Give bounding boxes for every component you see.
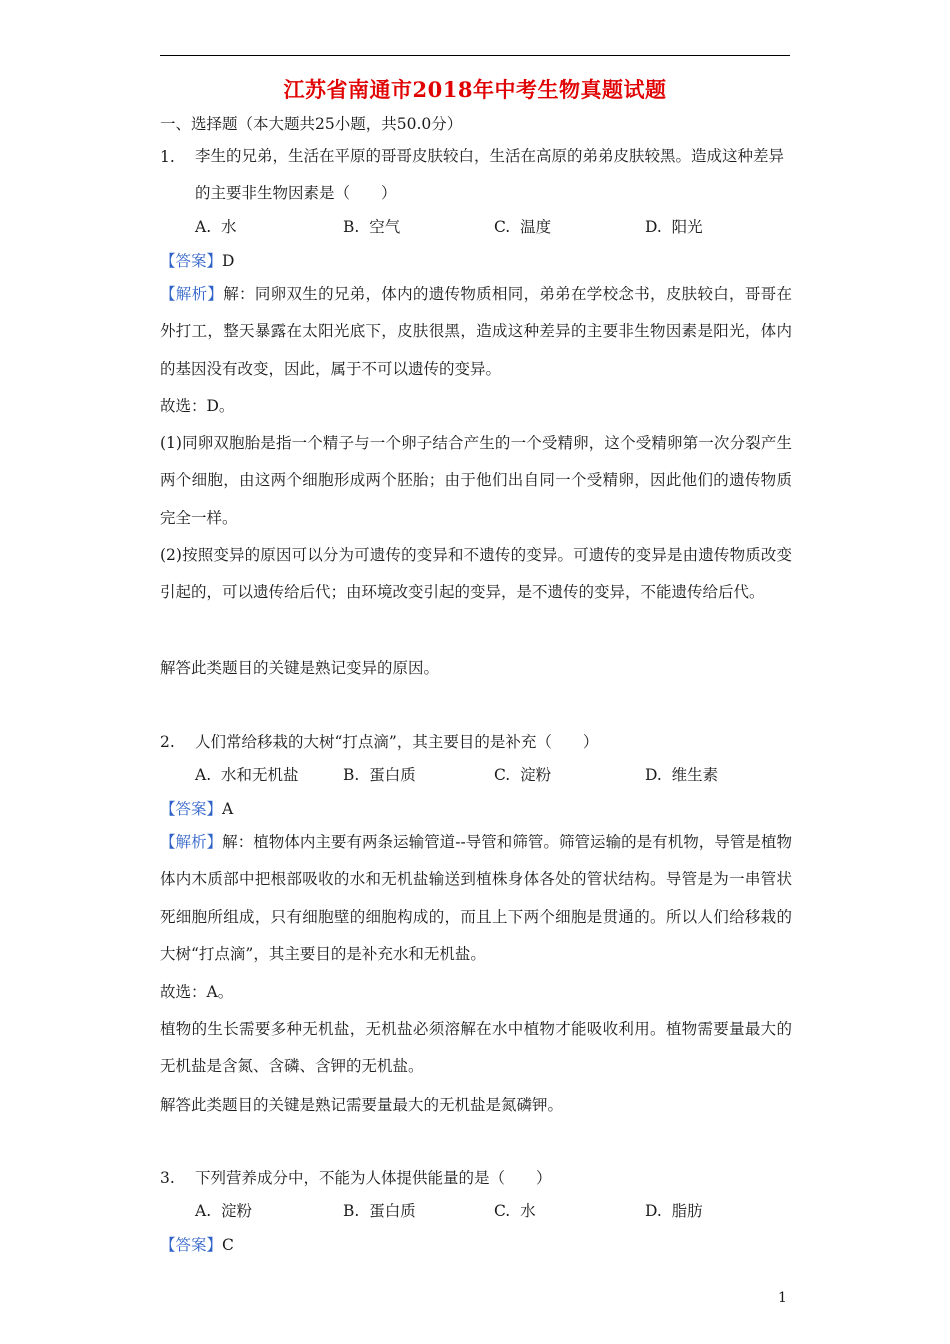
- question-number: 2.: [160, 733, 175, 751]
- section-heading: 一、选择题（本大题共25小题，共50.0分）: [160, 115, 463, 133]
- option-b: B. 空气: [343, 218, 401, 236]
- header-rule: [160, 55, 790, 56]
- note-2: 解答此类题目的关键是熟记需要量最大的无机盐是氮磷钾。: [160, 1096, 564, 1114]
- option-b: B. 蛋白质: [343, 1202, 416, 1220]
- answer: [160, 1235, 234, 1255]
- choice-line: 故选：D。: [160, 397, 235, 415]
- option-a: A. 水: [195, 218, 237, 236]
- option-c: C. 水: [494, 1202, 536, 1220]
- option-c: C. 淀粉: [494, 766, 552, 784]
- answer: [160, 251, 234, 271]
- answer-tag: 【答案】: [160, 1236, 223, 1254]
- choice-line: 故选：A。: [160, 983, 234, 1001]
- question-stem: 人们常给移栽的大树“打点滴”，其主要目的是补充（ ）: [195, 733, 599, 751]
- analysis: 【解析】解：同卵双生的兄弟，体内的遗传物质相同，弟弟在学校念书，皮肤较白，哥哥在外打工，整天暴露在太阳光底下，皮肤很黑，造成这种差异的主要非生物因素是阳光，体内的基因没有改变，因此，属于不可以遗传的变异。: [160, 285, 792, 378]
- question-stem: 下列营养成分中，不能为人体提供能量的是（ ）: [195, 1169, 552, 1187]
- option-a: A. 淀粉: [195, 1202, 252, 1220]
- question-stem: 李生的兄弟，生活在平原的哥哥皮肤较白，生活在高原的弟弟皮肤较黑。造成这种差异的主要非生物因素是（ ）: [195, 147, 785, 203]
- question-number: 1.: [160, 148, 175, 166]
- answer-value: A: [222, 800, 234, 818]
- option-d: D. 维生素: [645, 766, 719, 784]
- option-c: C. 温度: [494, 218, 552, 236]
- note-1: (1)同卵双胞胎是指一个精子与一个卵子结合产生的一个受精卵，这个受精卵第一次分裂产生两个细胞，由这两个细胞形成两个胚胎；由于他们出自同一个受精卵，因此他们的遗传物质完全一样。: [160, 434, 792, 527]
- answer-value: C: [222, 1236, 234, 1254]
- option-d: D. 阳光: [645, 218, 703, 236]
- question-number: 3.: [160, 1169, 175, 1187]
- note-3: 解答此类题目的关键是熟记变异的原因。: [160, 659, 440, 677]
- option-b: B. 蛋白质: [343, 766, 416, 784]
- answer-value: D: [222, 252, 235, 270]
- document-title: 江苏省南通市2018年中考生物真题试题: [283, 77, 667, 102]
- analysis: 【解析】解：植物体内主要有两条运输管道--导管和筛管。筛管运输的是有机物，导管是植物体内木质部中把根部吸收的水和无机盐输送到植株身体各处的管状结构。导管是为一串管状死细胞所组成，只有细胞壁的细胞构成的，而且上下两个细胞是贯通的。所以人们给移栽的大树“打点滴”，其主要目的是补充水和无机盐。: [160, 833, 792, 964]
- note-2: (2)按照变异的原因可以分为可遗传的变异和不遗传的变异。可遗传的变异是由遗传物质改变引起的，可以遗传给后代；由环境改变引起的变异，是不遗传的变异，不能遗传给后代。: [160, 546, 792, 602]
- option-a: A. 水和无机盐: [195, 766, 299, 784]
- answer-tag: 【答案】: [160, 800, 223, 818]
- analysis-tag: 【解析】: [160, 833, 223, 851]
- page-number: 1: [778, 1290, 787, 1306]
- analysis-tag: 【解析】: [160, 285, 224, 303]
- option-d: D. 脂肪: [645, 1202, 703, 1220]
- answer-tag: 【答案】: [160, 252, 223, 270]
- note-1: 植物的生长需要多种无机盐，无机盐必须溶解在水中植物才能吸收利用。植物需要量最大的无机盐是含氮、含磷、含钾的无机盐。: [160, 1020, 792, 1076]
- answer: [160, 799, 233, 819]
